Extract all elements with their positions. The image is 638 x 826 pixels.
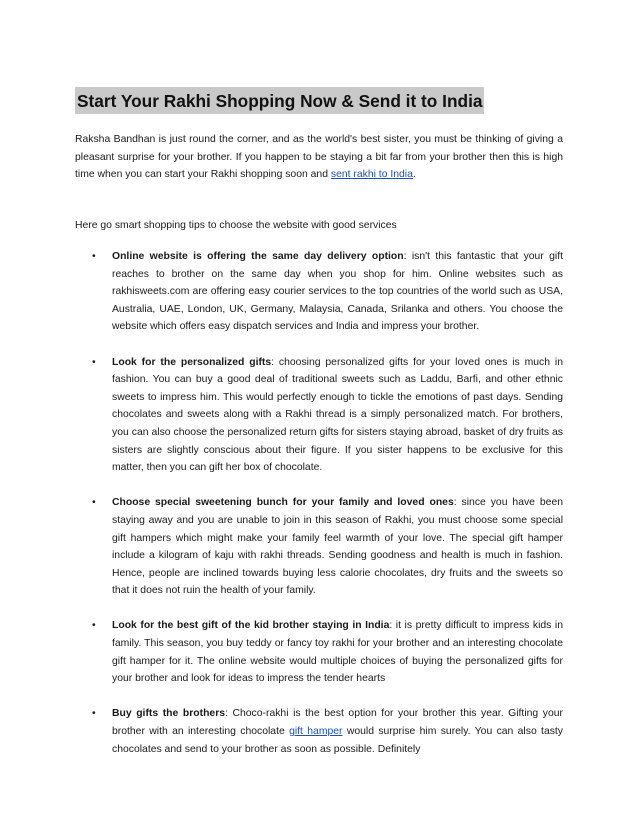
tip-body: : isn't this fantastic that your gift reaches to brother on the same day when you shop for him. Online websites such as rakhisweets.com are offering easy courier services to the top countries of the world such as USA, Australia, UAE, London, UK, Germany, Malaysia, Canada, Srilanka and others. You choose the website which offers easy dispatch services and India and impress your brother. bbox=[112, 251, 564, 333]
intro-paragraph bbox=[75, 131, 563, 184]
tip-heading: Look for the best gift of the kid brother staying in India bbox=[112, 620, 390, 632]
bullet-icon: • bbox=[92, 251, 96, 262]
tips-lead-text: Here go smart shopping tips to choose the website with good services bbox=[75, 220, 397, 231]
list-item bbox=[75, 617, 563, 687]
tip-heading: Buy gifts the brothers bbox=[112, 708, 226, 720]
intro-text-end: . bbox=[412, 169, 416, 181]
list-item bbox=[75, 494, 563, 600]
bullet-icon: • bbox=[92, 620, 96, 632]
tip-body: : choosing personalized gifts for your loved ones is much in fashion. You can buy a good deal of traditional sweets such as Laddu, Barfi, and other ethnic sweets to impress him. This would perfectly enough to tickle the emotions of past days. Sending chocolates and sweets along with a Rakhi thread is a simply personalized match. For brothers, you can also choose the personalized return gifts for sisters staying abroad, basket of dry fruits as sisters are slightly conscious about their figure. If you sister happens to be exclusive for this matter, then you can gift her box of chocolate. bbox=[112, 356, 563, 474]
tips-list bbox=[75, 248, 563, 776]
tip-heading: Choose special sweetening bunch for your family and loved ones bbox=[112, 497, 454, 509]
bullet-icon: • bbox=[92, 497, 96, 509]
list-item bbox=[75, 248, 563, 336]
page-title: Start Your Rakhi Shopping Now & Send it to India bbox=[75, 87, 484, 114]
tip-body: : since you have been staying away and you are unable to join in this season of Rakhi, you must choose some special gift hampers which might make your family feel warmth of your love. The special gift hamper include a kilogram of kaju with rakhi threads. Sending goodness and health is much in fashion. Hence, people are inclined towards buying less calorie chocolates, dry fruits and the sweets so that it does not ruin the health of your family. bbox=[112, 497, 563, 597]
bullet-icon: • bbox=[92, 708, 96, 720]
list-item bbox=[75, 354, 563, 477]
bullet-icon: • bbox=[92, 356, 96, 368]
send-rakhi-link[interactable]: sent rakhi to India bbox=[330, 169, 413, 181]
intro-text: Raksha Bandhan is just round the corner, and as the world's best sister, you must be thinking of giving a pleasant surprise for your brother. If you happen to be staying a bit far from your brother then this is high time when you can start your Rakhi shopping soon and bbox=[75, 134, 563, 181]
tip-heading: Look for the personalized gifts bbox=[112, 356, 272, 368]
list-item bbox=[75, 705, 563, 758]
gift-hamper-link[interactable]: gift hamper bbox=[289, 726, 343, 738]
tip-body: : Choco-rakhi is the best option for your brother this year. Gifting your brother with an interesting chocolate bbox=[112, 708, 563, 738]
tip-body-end: would surprise him surely. You can also tasty chocolates and send to your brother as soon as possible. Definitely bbox=[112, 726, 563, 755]
tip-heading: Online website is offering the same day delivery option bbox=[112, 251, 404, 262]
tip-body: : it is pretty difficult to impress kids in family. This season, you buy teddy or fancy toy rakhi for your brother and an interesting chocolate gift hamper for it. The online website would multiple choices of buying the personalized gifts for your brother and look for ideas to impress the tender hearts bbox=[112, 620, 564, 685]
